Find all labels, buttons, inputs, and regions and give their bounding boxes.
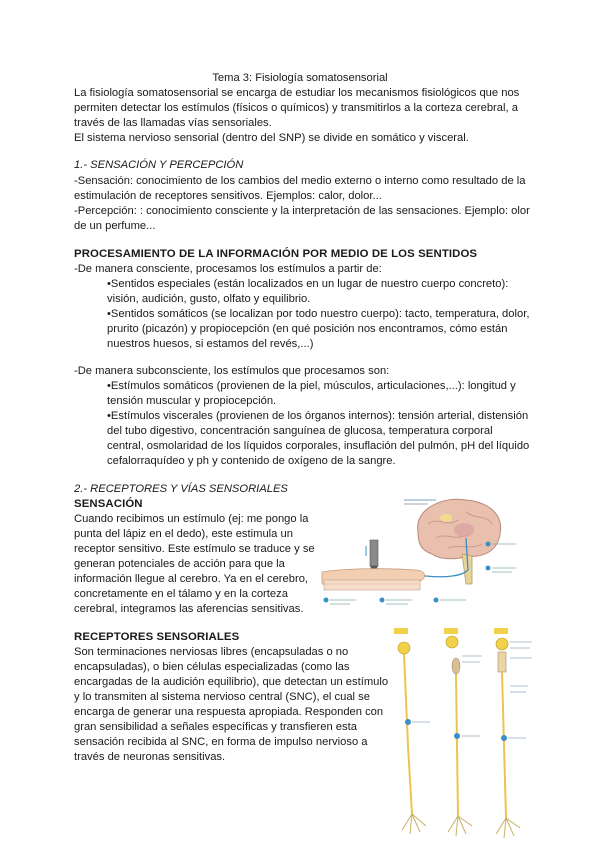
receptores-line: sensación recibida al SNC, en forma de impulso nervioso a	[74, 736, 368, 748]
sensacion-line: cerebral, integramos las aferencias sensitivas.	[74, 603, 304, 615]
conscious-intro: -De manera consciente, procesamos los estímulos a partir de:	[74, 263, 382, 275]
subconscious-item: •Estímulos viscerales (provienen de los órganos internos): tensión arterial, distensión	[107, 410, 529, 422]
receptor-neurons-figure	[390, 626, 536, 848]
sensacion-line: punta del lápiz en el dedo), este estimula un	[74, 528, 293, 540]
processing-heading: PROCESAMIENTO DE LA INFORMACIÓN POR MEDIO DE LOS SENTIDOS	[74, 248, 478, 260]
sensacion-line: generan potenciales de acción para que la	[74, 558, 285, 570]
sensacion-line: información llegue al cerebro. Ya en el cerebro,	[74, 573, 309, 585]
receptores-line: gran sensibilidad a señales específicas y transfieren esta	[74, 721, 357, 733]
section1-heading: 1.- SENSACIÓN Y PERCEPCIÓN	[74, 159, 244, 171]
conscious-item: prurito (picazón) y propiocepción (en qué posición nos encontramos, cómo están	[107, 323, 508, 335]
intro-line: La fisiología somatosensorial se encarga de estudiar los mecanismos fisiológicos que nos	[74, 87, 520, 99]
receptores-line: través de neuronas sensitivas.	[74, 751, 226, 763]
section1-line: -Percepción: : conocimiento consciente y la interpretación de las sensaciones. Ejemplo: olor	[74, 205, 530, 217]
conscious-item: •Sentidos somáticos (se localizan por todo nuestro cuerpo): tacto, temperatura, dolor,	[107, 308, 530, 320]
conscious-item: nuestros huesos, si estamos del revés,...)	[107, 338, 314, 350]
subconscious-intro: -De manera subconsciente, los estímulos que procesamos son:	[74, 365, 390, 377]
subconscious-item: cefalorraquídeo y ph y contenido de oxígeno de la sangre.	[107, 455, 396, 467]
conscious-item: visión, audición, gusto, olfato y equilibrio.	[107, 293, 311, 305]
receptores-line: encargadas de la audición equilibrio), que detectan un estímulo	[74, 676, 389, 688]
section1-line: -Sensación: conocimiento de los cambios del medio externo o interno como resultado de la	[74, 175, 526, 187]
sensory-pathway-figure	[316, 494, 522, 614]
section1-line: de un perfume...	[74, 220, 156, 232]
page-title: Tema 3: Fisiología somatosensorial	[212, 72, 388, 84]
thalamus-icon	[454, 523, 474, 537]
sensacion-line: concretamente en el tálamo y en la corteza	[74, 588, 288, 600]
subconscious-item: del tubo digestivo, concentración sanguínea de glucosa, temperatura corporal	[107, 425, 493, 437]
subconscious-item: tensión muscular y propiocepción.	[107, 395, 277, 407]
receptores-line: y lo transmiten al sistema nervioso central (SNC), el cual se	[74, 691, 370, 703]
section2-heading: 2.- RECEPTORES Y VÍAS SENSORIALES	[74, 483, 288, 495]
receptores-line: Son terminaciones nerviosas libres (encapsuladas o no	[74, 646, 349, 658]
intro-line: permiten detectar los estímulos (físicos o químicos) y transmitirlos a la corteza cerebral, a	[74, 102, 518, 114]
conscious-item: •Sentidos especiales (están localizados en un lugar de nuestro cuerpo concreto):	[107, 278, 509, 290]
sensacion-heading: SENSACIÓN	[74, 498, 143, 510]
receptores-heading: RECEPTORES SENSORIALES	[74, 631, 240, 643]
subconscious-item: central, osmolaridad de los líquidos corporales, insuflación del pulmón, pH del líquido	[107, 440, 530, 452]
sensacion-line: Cuando recibimos un estímulo (ej: me pongo la	[74, 513, 309, 525]
subconscious-item: •Estímulos somáticos (provienen de la piel, músculos, articulaciones,...): longitud y	[107, 380, 516, 392]
intro-line: El sistema nervioso sensorial (dentro del SNP) se divide en somático y visceral.	[74, 132, 469, 144]
sensacion-line: receptor sensitivo. Este estímulo se traduce y se	[74, 543, 315, 555]
receptores-line: encarga de generar una respuesta apropiada. Responden con	[74, 706, 384, 718]
pencil-icon	[370, 540, 378, 566]
section1-line: estimulación de receptores sensitivos. Ejemplos: calor, dolor...	[74, 190, 382, 202]
intro-line: través de las llamadas vías sensoriales.	[74, 117, 272, 129]
receptores-line: encapsuladas), o bien células especializadas (como las	[74, 661, 350, 673]
